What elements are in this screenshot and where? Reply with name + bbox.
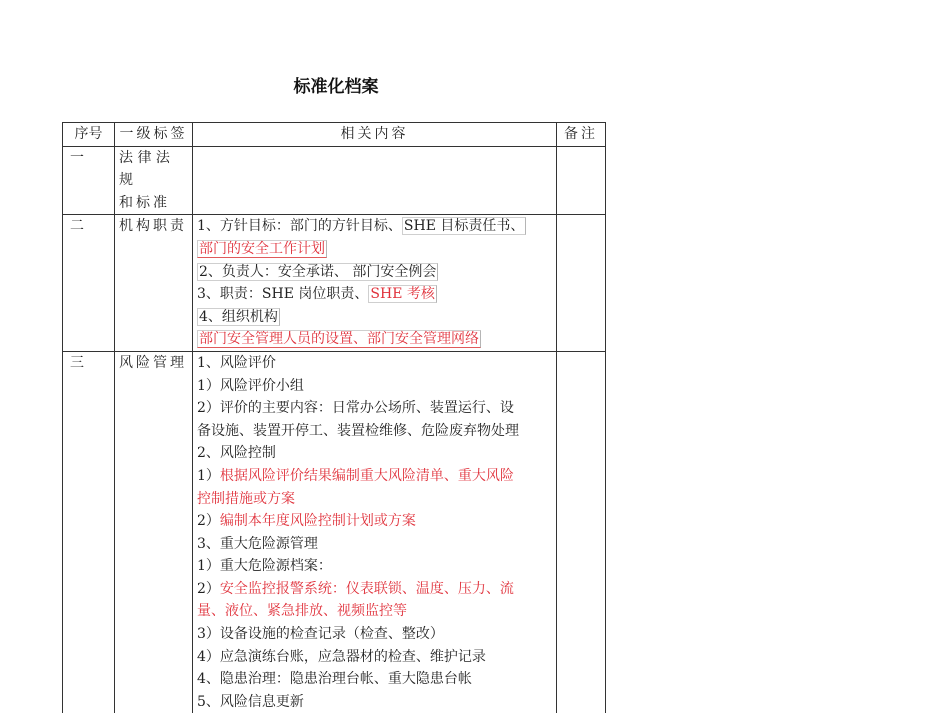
row-note xyxy=(557,351,606,713)
header-content: 相关内容 xyxy=(193,123,557,147)
row-num: 一 xyxy=(63,146,115,215)
page-title: 标准化档案 xyxy=(293,77,379,97)
highlighted-text: 安全监控报警系统：仪表联锁、温度、压力、流 xyxy=(219,580,514,597)
content-line: 2、风险控制 xyxy=(197,445,276,462)
row-content xyxy=(193,146,557,215)
content-line: 1）风险评价小组 xyxy=(197,377,304,394)
highlighted-text: 控制措施或方案 xyxy=(197,490,295,507)
tracked-insertion: 部门的安全工作计划 xyxy=(199,240,325,257)
tracked-insertion: SHE 目标责任书、 xyxy=(403,218,525,235)
row-label: 机构职责 xyxy=(115,215,193,352)
content-line xyxy=(197,215,552,238)
table-row-2 xyxy=(63,215,606,352)
label-line: 和标准 xyxy=(119,194,170,211)
highlighted-text: 根据风险评价结果编制重大风险清单、重大风险 xyxy=(219,467,514,484)
content-text: 2） xyxy=(197,513,220,530)
content-line: 备设施、装置开停工、装置检维修、危险废弃物处理 xyxy=(197,422,519,439)
content-line: 5、风险信息更新 xyxy=(197,693,304,710)
content-line: 3）设备设施的检查记录（检查、整改） xyxy=(197,626,444,643)
content-text: 1） xyxy=(197,467,220,484)
content-text: 2） xyxy=(197,580,220,597)
highlighted-text: 编制本年度风险控制计划或方案 xyxy=(219,513,416,530)
content-line: 4）应急演练台账，应急器材的检查、维护记录 xyxy=(197,648,486,665)
content-line xyxy=(197,328,552,351)
row-content xyxy=(193,351,557,713)
content-line xyxy=(197,578,552,601)
content-text: 4、组织机构 xyxy=(199,308,278,325)
header-label: 一级标签 xyxy=(115,123,193,147)
archive-table xyxy=(62,122,606,713)
content-line: 3、重大危险源管理 xyxy=(197,535,318,552)
table-row-1 xyxy=(63,146,606,215)
header-num: 序号 xyxy=(63,123,115,147)
tracked-insertion: 部门安全管理人员的设置、部门安全管理网络 xyxy=(199,331,479,348)
row-label xyxy=(115,146,193,215)
row-content xyxy=(193,215,557,352)
content-line: 1、风险评价 xyxy=(197,354,276,371)
header-note: 备注 xyxy=(557,123,606,147)
row-note xyxy=(557,215,606,352)
table-header-row xyxy=(63,123,606,147)
row-num: 二 xyxy=(63,215,115,352)
highlighted-text: 量、液位、紧急排放、视频监控等 xyxy=(197,603,407,620)
content-line xyxy=(197,306,552,329)
content-line xyxy=(197,510,552,533)
row-label: 风险管理 xyxy=(115,351,193,713)
row-num: 三 xyxy=(63,351,115,713)
content-text: 3、职责：SHE 岗位职责、 xyxy=(197,286,369,303)
table-row-3 xyxy=(63,351,606,713)
content-line xyxy=(197,465,552,488)
content-text: 1、方针目标：部门的方针目标、 xyxy=(197,218,402,235)
content-line: 1）重大危险源档案： xyxy=(197,558,332,575)
row-note xyxy=(557,146,606,215)
content-line: 4、隐患治理：隐患治理台帐、重大隐患台帐 xyxy=(197,671,472,688)
tracked-insertion: SHE 考核 xyxy=(370,286,435,303)
content-line xyxy=(197,238,552,261)
content-line: 2）评价的主要内容：日常办公场所、装置运行、设 xyxy=(197,400,514,417)
content-text: 2、负责人：安全承诺、 部门安全例会 xyxy=(199,263,437,280)
label-line: 法 律 法 规 xyxy=(119,149,170,189)
content-line xyxy=(197,261,552,284)
content-line xyxy=(197,283,552,306)
